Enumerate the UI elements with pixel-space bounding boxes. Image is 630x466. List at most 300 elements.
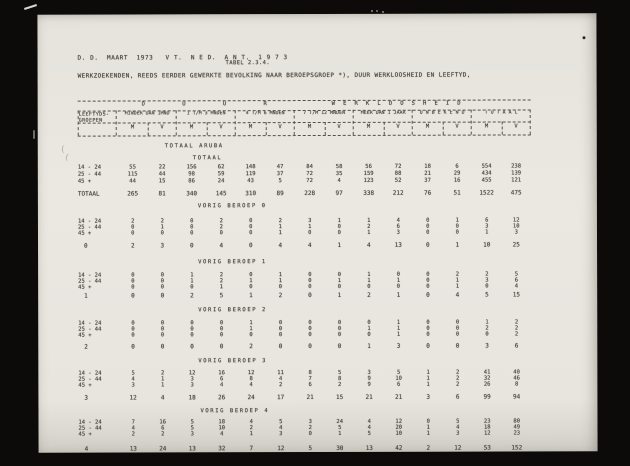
table-cell: 0	[426, 229, 430, 236]
table-cell: 0	[131, 320, 135, 327]
table-cell: 156	[186, 164, 197, 171]
table-cell: 0	[190, 320, 194, 327]
table-cell: 1	[367, 277, 371, 284]
table-cell: 56	[365, 163, 372, 170]
table-cell: 40	[513, 369, 520, 376]
table-cell: 21	[395, 393, 403, 401]
table-cell: 2	[219, 218, 223, 225]
table-cell: 1	[426, 424, 430, 431]
table-cell: 80	[513, 418, 521, 425]
table-cell: 2	[485, 271, 489, 278]
table-cell: 2	[160, 370, 165, 377]
table-cell: 1	[426, 369, 430, 376]
table-cell: 52	[394, 177, 402, 184]
table-cell: 7	[131, 419, 135, 426]
table-border-bottom	[78, 134, 531, 136]
section-title: VORIG BEROEP 3	[198, 358, 268, 365]
table-cell: 0	[278, 320, 283, 327]
scan-artifact	[65, 153, 73, 162]
table-cell: 5	[396, 369, 401, 376]
total-row	[38, 342, 597, 350]
table-cell: 12	[129, 394, 137, 402]
table-cell: 3	[426, 393, 431, 401]
table-cell: 1	[367, 217, 371, 224]
table-cell: 1	[278, 278, 283, 285]
table-cell: 0	[249, 332, 253, 339]
table-cell: 2	[367, 291, 371, 299]
table-cell: 1	[396, 325, 401, 332]
table-cell: 9	[367, 375, 371, 382]
table-cell: 0	[396, 283, 401, 290]
table-cell: 10	[395, 375, 402, 382]
table-cell: 4	[337, 177, 341, 184]
table-cell: 0	[160, 292, 165, 300]
table-cell: 29	[453, 170, 461, 177]
sex-header: M	[366, 123, 371, 130]
table-cell: 2	[249, 425, 253, 432]
table-cell: 1	[455, 283, 460, 290]
table-cell: 12	[188, 370, 196, 377]
table-cell: 1	[249, 320, 253, 327]
table-cell: 55	[129, 164, 136, 171]
table-cell: 0	[278, 326, 283, 333]
scan-artifact	[382, 11, 384, 13]
table-cell: 1	[338, 430, 342, 437]
table-cell: 0	[455, 229, 459, 236]
table-cell: 0	[131, 224, 135, 231]
age-row-label: 14 - 24	[77, 164, 102, 171]
table-cell: 1	[485, 229, 489, 236]
table-cell: 0	[425, 241, 430, 249]
age-row-label: 45 +	[78, 382, 92, 389]
table-cell: 1	[455, 241, 460, 249]
table-cell: 0	[249, 224, 253, 231]
table-cell: 2	[308, 425, 312, 432]
table-cell: 159	[363, 170, 374, 177]
table-cell: 4	[367, 424, 371, 431]
age-row-label: 25 - 44	[77, 171, 102, 178]
table-cell: 3	[308, 218, 312, 225]
table-cell: 2	[455, 381, 460, 388]
table-cell: 1	[426, 430, 430, 437]
total-row-label: 3	[84, 394, 89, 402]
table-cell: 5	[308, 445, 313, 453]
age-row	[38, 331, 597, 339]
table-cell: 1	[396, 277, 401, 284]
table-cell: 0	[426, 217, 430, 224]
table-cell: 5	[190, 425, 194, 432]
table-cell: 16	[218, 370, 225, 377]
table-cell: 4	[278, 376, 283, 383]
table-cell: 0	[337, 331, 342, 338]
table-cell: 53	[483, 444, 491, 452]
table-cell: 25	[512, 241, 520, 249]
table-cell: 1522	[479, 189, 494, 197]
table-cell: 0	[160, 326, 165, 333]
sex-header: M	[484, 123, 489, 130]
table-cell: 0	[160, 230, 164, 237]
age-row-label: 14 - 24	[78, 370, 102, 377]
table-cell: 98	[188, 171, 195, 178]
column-separator	[529, 109, 530, 134]
sex-header: V	[455, 123, 459, 130]
scan-artifact	[62, 145, 69, 154]
span-header-werkloosheid: W E R K L O O S H E I D	[331, 100, 464, 107]
sex-header: V	[160, 124, 164, 131]
age-row-values	[118, 381, 531, 388]
table-cell: 6	[455, 163, 459, 170]
table-cell: 0	[190, 224, 194, 231]
table-cell: 8	[337, 375, 342, 382]
column-separator	[116, 111, 117, 136]
table-cell: 13	[188, 445, 196, 453]
table-cell: 4	[220, 431, 224, 438]
table-cell: 41	[483, 369, 491, 376]
table-cell: 152	[511, 444, 523, 452]
column-group-label: 1 T/M 3 MNDEN	[186, 111, 226, 117]
table-cell: 340	[186, 190, 198, 198]
table-cell: 5	[131, 370, 135, 377]
table-cell: 3	[367, 369, 371, 376]
table-cell: 7	[308, 376, 312, 383]
column-separator	[411, 110, 412, 135]
column-separator	[175, 110, 176, 135]
row-label-header-2: GROEPEN	[78, 117, 103, 124]
header-date: D. D. MAART 1973	[77, 54, 154, 62]
table-cell: 0	[131, 343, 135, 351]
table-cell: 94	[513, 393, 521, 401]
table-cell: 15	[512, 291, 521, 299]
age-row-label: 14 - 24	[78, 320, 102, 327]
table-cell: 0	[485, 331, 489, 338]
table-cell: 123	[363, 177, 374, 184]
table-cell: 15	[158, 178, 166, 185]
table-cell: 0	[426, 342, 430, 350]
table-cell: 3	[190, 431, 194, 438]
table-cell: 2	[426, 444, 431, 452]
table-cell: 0	[131, 326, 135, 333]
table-cell: 72	[306, 178, 313, 185]
table-cell: 18	[483, 424, 491, 431]
table-cell: 1	[190, 272, 194, 279]
age-row	[39, 430, 598, 438]
table-cell: 1	[219, 284, 224, 291]
table-cell: 4	[278, 242, 283, 250]
table-cell: 2	[219, 278, 224, 285]
table-cell: 2	[160, 218, 164, 225]
table-cell: 0	[278, 343, 283, 351]
age-row-label: 45 +	[78, 284, 92, 291]
table-cell: 0	[426, 223, 430, 230]
column-group-label: MEER DAN 1 JAAR	[360, 110, 406, 116]
table-cell: 119	[245, 171, 256, 178]
table-cell: 6	[396, 381, 401, 388]
table-cell: 21	[424, 170, 431, 177]
table-cell: 1	[367, 271, 371, 278]
age-row-label: 25 - 44	[78, 376, 102, 383]
table-cell: 1	[190, 278, 194, 285]
table-cell: 434	[481, 170, 492, 177]
table-cell: 0	[426, 319, 430, 326]
table-cell: 212	[392, 189, 404, 197]
sex-header: M	[248, 124, 253, 131]
table-cell: 1	[485, 319, 489, 326]
table-cell: 1	[337, 277, 342, 284]
table-cell: 0	[160, 320, 165, 327]
table-cell: 4	[396, 217, 400, 224]
table-cell: 0	[160, 284, 165, 291]
table-cell: 42	[395, 444, 403, 452]
scan-artifact	[371, 10, 373, 12]
table-cell: 0	[219, 230, 223, 237]
age-row-values	[119, 430, 532, 437]
table-cell: 37	[276, 171, 284, 178]
table-cell: 72	[394, 163, 402, 170]
sex-header: M	[189, 124, 194, 131]
section-title: VORIG BEROEP 0	[197, 203, 267, 210]
table-cell: 84	[306, 164, 313, 171]
table-cell: 1	[308, 224, 312, 231]
table-cell: 0	[249, 218, 253, 225]
sex-header: V	[396, 123, 400, 130]
table-cell: 0	[367, 283, 371, 290]
table-cell: 2	[278, 382, 283, 389]
table-cell: 0	[337, 342, 342, 350]
table-cell: 2	[219, 272, 224, 279]
table-cell: 2	[514, 331, 519, 338]
sex-header: M	[425, 123, 430, 130]
table-cell: 455	[481, 177, 492, 184]
table-cell: 3	[160, 242, 165, 250]
table-cell: 1	[455, 217, 459, 224]
table-cell: 2	[219, 224, 223, 231]
scan-artifact	[376, 10, 378, 12]
table-cell: 6	[514, 342, 519, 350]
table-cell: 0	[219, 320, 224, 327]
table-cell: 30	[336, 444, 344, 452]
table-cell: 0	[308, 230, 312, 237]
table-cell: 0	[485, 283, 489, 290]
table-cell: 10	[512, 223, 520, 230]
total-row	[38, 393, 597, 401]
table-cell: 0	[190, 343, 194, 351]
table-cell: 5	[485, 291, 489, 299]
table-cell: 4	[219, 242, 224, 250]
table-cell: 0	[455, 342, 460, 350]
total-row-values	[118, 393, 531, 401]
table-cell: 5	[456, 418, 460, 425]
column-separator	[206, 122, 207, 135]
table-cell: 0	[190, 230, 194, 237]
table-cell: 1	[160, 224, 164, 231]
table-cell: 1	[396, 319, 401, 326]
table-cell: 4	[366, 241, 371, 249]
table-cell: 0	[337, 319, 342, 326]
table-cell: 24	[159, 445, 167, 453]
section-title: VORIG BEROEP 4	[200, 408, 270, 415]
table-cell: 139	[511, 170, 522, 177]
total-row-label: 2	[84, 343, 88, 351]
table-cell: 0	[160, 343, 165, 351]
total-row-values	[118, 342, 531, 350]
table-cell: 5	[337, 369, 342, 376]
table-cell: 3	[190, 382, 194, 389]
table-cell: 1	[160, 376, 165, 383]
table-cell: 0	[367, 331, 371, 338]
table-cell: 0	[278, 332, 283, 339]
table-cell: 4	[249, 382, 253, 389]
table-cell: 0	[426, 291, 430, 299]
table-cell: 0	[426, 283, 430, 290]
table-cell: 59	[217, 171, 225, 178]
age-row-values	[118, 163, 531, 170]
column-separator	[324, 122, 325, 135]
table-cell: 3	[456, 430, 460, 437]
section-subtitle: TOTAAL	[192, 155, 223, 162]
age-row-values	[118, 283, 531, 290]
table-cell: 3	[396, 229, 400, 236]
column-separator	[501, 122, 502, 135]
table-cell: 0	[426, 271, 430, 278]
table-cell: 0	[160, 278, 165, 285]
column-separator	[234, 110, 235, 135]
table-cell: 37	[424, 177, 431, 184]
table-cell: 12	[483, 430, 491, 437]
table-cell: 148	[245, 164, 256, 171]
table-cell: 1	[160, 382, 165, 389]
table-cell: 115	[127, 171, 138, 178]
table-cell: 0	[426, 325, 430, 332]
table-cell: 17	[277, 394, 285, 402]
table-cell: 2	[514, 325, 519, 332]
table-cell: 26	[218, 394, 226, 402]
table-cell: 0	[308, 431, 312, 438]
table-cell: 3	[485, 223, 489, 230]
total-row-values	[118, 189, 531, 197]
table-cell: 12	[454, 444, 462, 452]
table-cell: 121	[511, 177, 522, 184]
table-cell: 0	[160, 272, 165, 279]
table-cell: 6	[396, 223, 400, 230]
age-row-label: 25 - 44	[78, 425, 102, 432]
span-header-duur: D U U R	[141, 101, 284, 108]
sex-header: V	[219, 124, 223, 131]
table-cell: 0	[308, 332, 312, 339]
table-cell: 2	[131, 218, 135, 225]
total-row	[38, 291, 597, 299]
table-cell: 0	[131, 278, 135, 285]
table-cell: 0	[248, 242, 253, 250]
table-cell: 3	[396, 342, 401, 350]
table-cell: 475	[510, 189, 522, 197]
table-cell: 10	[218, 425, 226, 432]
table-cell: 0	[160, 332, 165, 339]
table-cell: 76	[424, 189, 432, 197]
table-cell: 5	[338, 424, 342, 431]
column-separator	[147, 122, 148, 135]
table-cell: 3	[279, 431, 283, 438]
table-cell: 1	[249, 292, 253, 300]
scan-artifact	[33, 130, 35, 139]
table-cell: 24	[336, 418, 344, 425]
table-cell: 0	[190, 326, 194, 333]
table-cell: 2	[161, 431, 165, 438]
table-cell: 0	[308, 292, 312, 300]
sex-header: M	[130, 124, 135, 131]
age-row-label: 45 +	[78, 332, 92, 339]
column-separator	[383, 122, 384, 135]
table-cell: 32	[218, 445, 226, 453]
table-cell: 1	[396, 331, 401, 338]
table-cell: 4	[514, 283, 519, 290]
table-cell: 5	[278, 178, 282, 185]
table-cell: 0	[396, 271, 401, 278]
table-cell: 22	[158, 164, 166, 171]
table-cell: 1	[396, 291, 401, 299]
section-title: TOTAAL ARUBA	[164, 143, 224, 150]
age-row-label: 45 +	[78, 431, 92, 438]
table-cell: 310	[245, 190, 257, 198]
section-title: VORIG BEROEP 1	[198, 259, 267, 266]
table-cell: 1	[278, 230, 282, 237]
age-row-label: 14 - 24	[78, 419, 102, 426]
age-row-values	[118, 177, 531, 184]
table-cell: 16	[159, 419, 167, 426]
table-cell: 86	[188, 178, 195, 185]
table-cell: 0	[219, 343, 224, 351]
total-row	[38, 189, 597, 197]
table-cell: 4	[249, 419, 253, 426]
table-cell: 0	[367, 319, 371, 326]
table-cell: 72	[306, 171, 313, 178]
total-row-label: 0	[84, 242, 88, 250]
table-cell: 99	[483, 393, 491, 401]
table-title: WERKZOEKENDEN, REEDS EERDER GEWERKTE BEVOLKING NAAR BEROEPSGROEP *), DUUR WERKLOOSHEID EN LEEFTYD,	[77, 71, 471, 80]
age-row	[38, 381, 597, 389]
table-cell: 228	[304, 190, 316, 198]
table-cell: 9	[367, 381, 371, 388]
table-cell: 0	[426, 277, 430, 284]
table-cell: 1	[426, 375, 430, 382]
table-cell: 2	[455, 375, 460, 382]
age-row-label: 14 - 24	[78, 272, 102, 279]
table-cell: 2	[190, 292, 194, 300]
table-cell: 23	[513, 430, 521, 437]
column-group-label: O N B E K E N D	[419, 110, 465, 116]
table-cell: 4	[307, 242, 312, 250]
table-cell: 0	[337, 325, 342, 332]
table-cell: 0	[426, 418, 430, 425]
age-row-label: 25 - 44	[77, 224, 102, 231]
table-cell: 0	[455, 319, 460, 326]
table-cell: 1	[278, 272, 283, 279]
table-cell: 0	[455, 331, 460, 338]
table-cell: 10	[483, 241, 491, 249]
table-cell: 1	[337, 217, 341, 224]
table-cell: 8	[308, 370, 312, 377]
table-cell: 0	[131, 230, 135, 237]
table-cell: 2	[367, 223, 371, 230]
table-cell: 0	[249, 284, 253, 291]
table-cell: 21	[306, 394, 314, 402]
table-cell: 3	[308, 419, 312, 426]
table-cell: 2	[278, 218, 282, 225]
table-cell: 1	[426, 381, 430, 388]
table-cell: 58	[335, 163, 343, 170]
table-cell: 2	[131, 431, 135, 438]
table-cell: 0	[308, 343, 312, 351]
table-cell: 51	[453, 189, 461, 197]
